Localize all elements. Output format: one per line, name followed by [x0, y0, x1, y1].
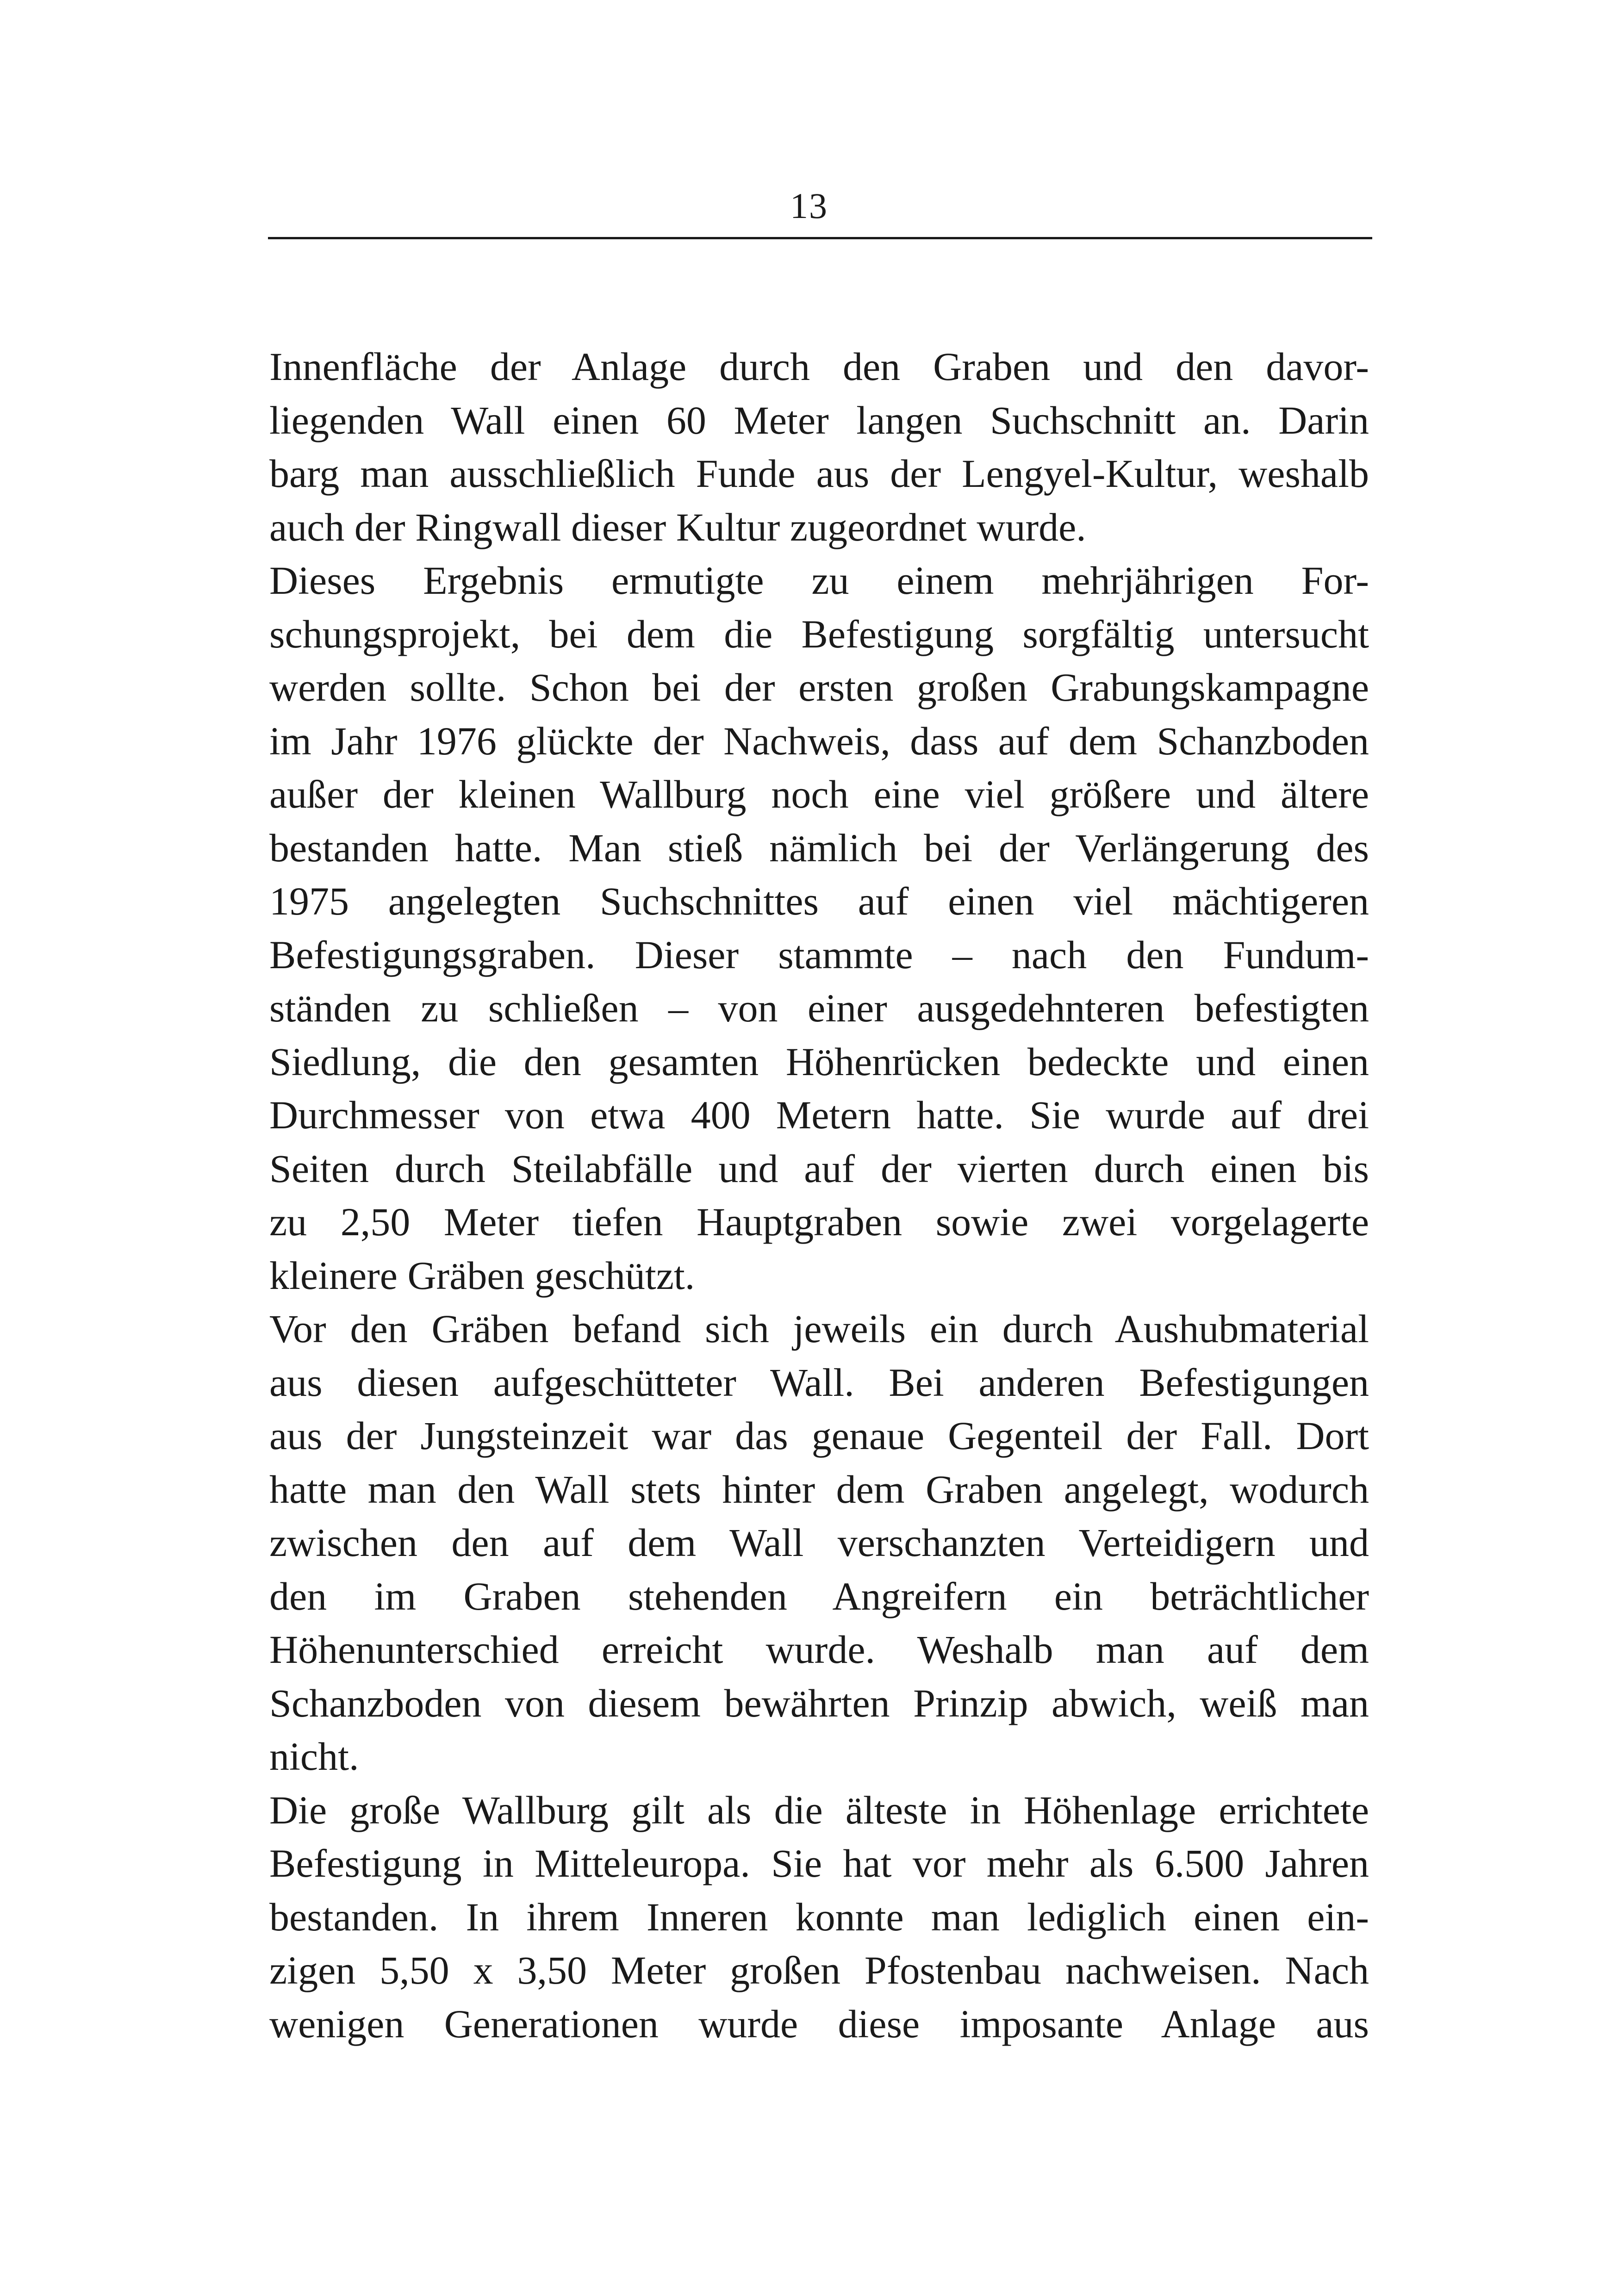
paragraph — [269, 554, 1369, 1302]
text-line: 1975 angelegten Suchschnittes auf einen viel mächtigeren — [269, 879, 1369, 923]
text-line: wenigen Generationen wurde diese imposante Anlage aus — [269, 2001, 1369, 2046]
text-line: Höhenunterschied erreicht wurde. Weshalb man auf dem — [269, 1627, 1369, 1672]
text-line: Die große Wallburg gilt als die älteste in Höhenlage errichtete — [269, 1787, 1369, 1832]
text-line: Innenfläche der Anlage durch den Graben und den davor- — [269, 344, 1369, 389]
text-line: Durchmesser von etwa 400 Metern hatte. Sie wurde auf drei — [269, 1093, 1369, 1137]
text-line: außer der kleinen Wallburg noch eine viel größere und ältere — [269, 772, 1369, 816]
text-line: kleinere Gräben geschützt. — [269, 1253, 695, 1298]
text-line: Seiten durch Steilabfälle und auf der vierten durch einen bis — [269, 1146, 1369, 1191]
text-line: aus diesen aufgeschütteter Wall. Bei anderen Befestigungen — [269, 1360, 1369, 1405]
text-line: Vor den Gräben befand sich jeweils ein durch Aushubmaterial — [269, 1307, 1369, 1351]
text-line: bestanden. In ihrem Inneren konnte man lediglich einen ein- — [269, 1894, 1369, 1939]
text-line: bestanden hatte. Man stieß nämlich bei der Verlängerung des — [269, 825, 1369, 870]
text-line: Befestigungsgraben. Dieser stammte – nach den Fundum- — [269, 932, 1369, 977]
text-line: barg man ausschließlich Funde aus der Lengyel-Kultur, weshalb — [269, 451, 1369, 496]
text-line: Befestigung in Mitteleuropa. Sie hat vor mehr als 6.500 Jahren — [269, 1841, 1369, 1885]
text-line: hatte man den Wall stets hinter dem Graben angelegt, wodurch — [269, 1467, 1369, 1512]
header-rule — [268, 237, 1372, 239]
text-line: Siedlung, die den gesamten Höhenrücken bedeckte und einen — [269, 1039, 1369, 1084]
text-line: nicht. — [269, 1734, 359, 1779]
paragraph — [269, 1302, 1369, 1784]
text-line: liegenden Wall einen 60 Meter langen Suchschnitt an. Darin — [269, 398, 1369, 442]
page-number: 13 — [790, 186, 828, 226]
paragraph — [269, 340, 1369, 554]
text-line: schungsprojekt, bei dem die Befestigung sorgfältig untersucht — [269, 611, 1369, 656]
text-line: werden sollte. Schon bei der ersten großen Grabungskampagne — [269, 665, 1369, 709]
text-line: zigen 5,50 x 3,50 Meter großen Pfostenbau nachweisen. Nach — [269, 1948, 1369, 1992]
text-line: Schanzboden von diesem bewährten Prinzip abwich, weiß man — [269, 1680, 1369, 1725]
text-line: ständen zu schließen – von einer ausgedehnteren befestigten — [269, 986, 1369, 1030]
text-line: auch der Ringwall dieser Kultur zugeordnet wurde. — [269, 504, 1086, 549]
text-line: Dieses Ergebnis ermutigte zu einem mehrjährigen For- — [269, 558, 1369, 603]
text-line: zu 2,50 Meter tiefen Hauptgraben sowie zwei vorgelagerte — [269, 1200, 1369, 1244]
paragraph — [269, 1784, 1369, 2051]
text-line: den im Graben stehenden Angreifern ein beträchtlicher — [269, 1574, 1369, 1618]
body-text — [269, 340, 1369, 2051]
text-line: aus der Jungsteinzeit war das genaue Gegenteil der Fall. Dort — [269, 1413, 1369, 1458]
text-line: im Jahr 1976 glückte der Nachweis, dass auf dem Schanzboden — [269, 718, 1369, 763]
text-line: zwischen den auf dem Wall verschanzten Verteidigern und — [269, 1520, 1369, 1565]
